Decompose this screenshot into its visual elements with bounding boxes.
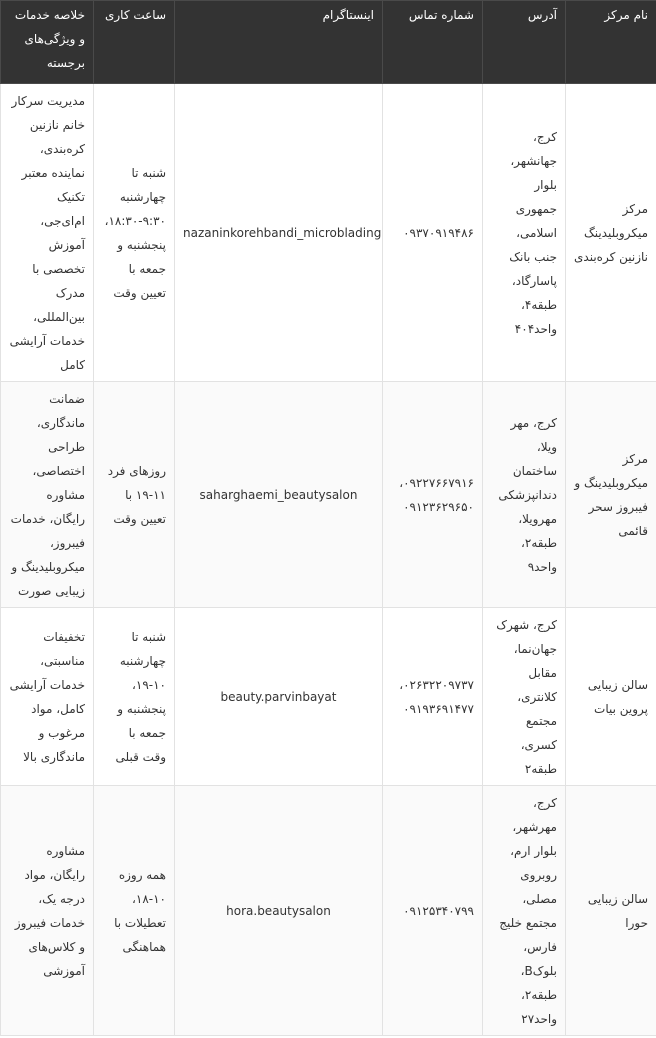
header-address: آدرس (483, 1, 566, 84)
cell-hours: شنبه تا چهارشنبه ۹:۳۰-۱۸:۳۰، پنجشنبه و جمعه با تعیین وقت (94, 84, 175, 382)
table-row (1, 382, 656, 608)
cell-summary: تخفیفات مناسبتی، خدمات آرایشی کامل، مواد مرغوب و ماندگاری بالا (1, 608, 94, 786)
cell-summary: مشاوره رایگان، مواد درجه یک، خدمات فیبروز و کلاس‌های آموزشی (1, 786, 94, 1036)
table-row (1, 84, 656, 382)
cell-summary: ضمانت ماندگاری، طراحی اختصاصی، مشاوره رایگان، خدمات فیبروز، میکروبلیدینگ و زیبایی صورت (1, 382, 94, 608)
cell-instagram: saharghaemi_beautysalon (175, 382, 383, 608)
cell-instagram: beauty.parvinbayat (175, 608, 383, 786)
cell-hours: همه روزه ۱۰-۱۸، تعطیلات با هماهنگی (94, 786, 175, 1036)
header-hours: ساعت کاری (94, 1, 175, 84)
phone-number: ۰۲۶۳۲۲۰۹۷۳۷، (399, 677, 474, 692)
cell-summary: مدیریت سرکار خانم نازنین کره‌بندی، نماینده معتبر تکنیک ام‌ای‌جی، آموزش تخصصی با مدرک بین‌المللی، خدمات آرایشی کامل (1, 84, 94, 382)
header-phone: شماره تماس (383, 1, 483, 84)
cell-name: سالن زیبایی حورا (566, 786, 656, 1036)
cell-address: کرج، جهانشهر، بلوار جمهوری اسلامی، جنب بانک پاسارگاد، طبقه۴، واحد۴۰۴ (483, 84, 566, 382)
cell-instagram: hora.beautysalon (175, 786, 383, 1036)
cell-hours: شنبه تا چهارشنبه ۱۰-۱۹، پنجشنبه و جمعه با وقت قبلی (94, 608, 175, 786)
cell-instagram: nazaninkorehbandi_microblading (175, 84, 383, 382)
cell-hours: روزهای فرد ۱۱-۱۹ با تعیین وقت (94, 382, 175, 608)
cell-phone (383, 84, 483, 382)
header-summary: خلاصه خدمات و ویژگی‌های برجسته (1, 1, 94, 84)
cell-phone (383, 608, 483, 786)
cell-name: مرکز میکروبلیدینگ و فیبروز سحر قائمی (566, 382, 656, 608)
cell-address: کرج، مهرشهر، بلوار ارم، روبروی مصلی، مجتمع خلیج فارس، بلوکB، طبقه۲، واحد۲۷ (483, 786, 566, 1036)
cell-phone (383, 786, 483, 1036)
table-header-row (1, 1, 656, 84)
cell-name: سالن زیبایی پروین بیات (566, 608, 656, 786)
cell-address: کرج، مهر ویلا، ساختمان دندانپزشکی مهرویلا، طبقه۲، واحد۹ (483, 382, 566, 608)
header-name: نام مرکز (566, 1, 656, 84)
table-row (1, 786, 656, 1036)
phone-number: ۰۹۱۹۳۶۹۱۴۷۷ (403, 701, 474, 716)
phone-number: ۰۹۳۷۰۹۱۹۴۸۶ (403, 225, 474, 240)
cell-phone (383, 382, 483, 608)
cell-address: کرج، شهرک جهان‌نما، مقابل کلانتری، مجتمع کسری، طبقه۲ (483, 608, 566, 786)
phone-number: ۰۹۱۲۳۶۲۹۶۵۰ (403, 499, 474, 514)
header-instagram: اینستاگرام (175, 1, 383, 84)
table-row (1, 608, 656, 786)
phone-number: ۰۹۲۲۷۶۶۷۹۱۶، (399, 475, 474, 490)
cell-name: مرکز میکروبلیدینگ نازنین کره‌بندی (566, 84, 656, 382)
phone-number: ۰۹۱۲۵۳۴۰۷۹۹ (403, 903, 474, 918)
